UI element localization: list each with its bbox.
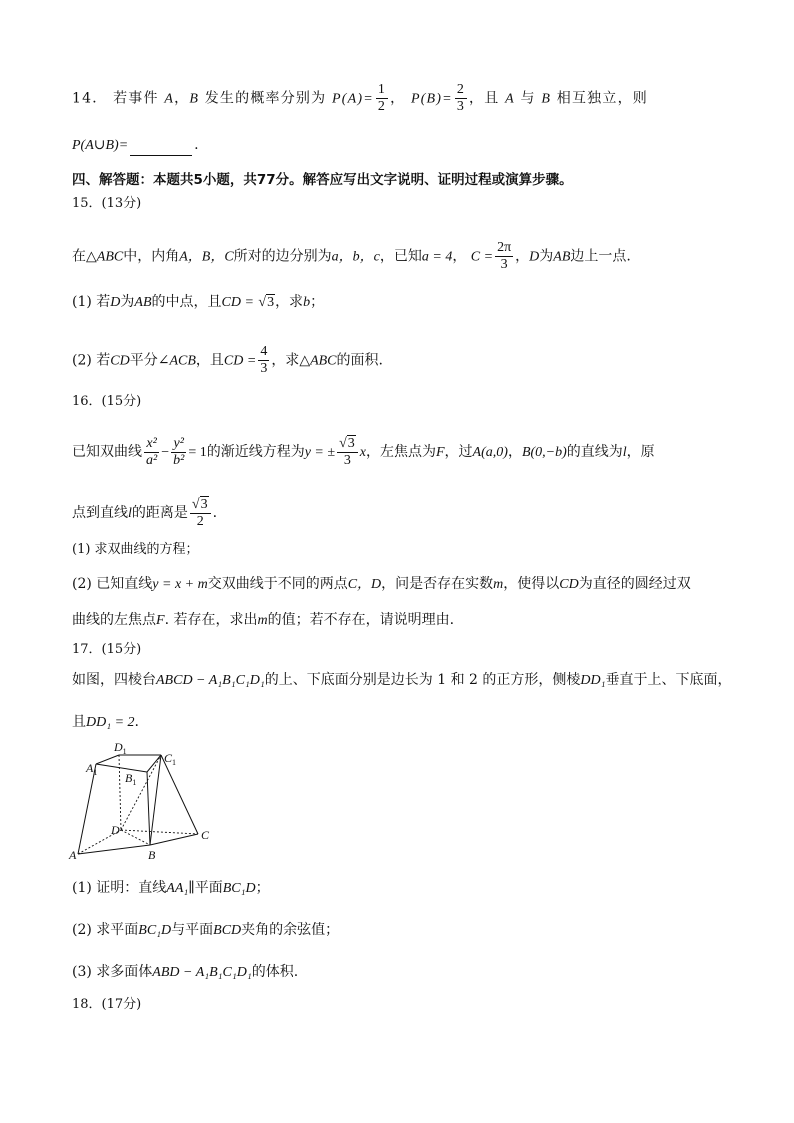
section-heading: 四、解答题：本题共5小题，共77分。解答应写出文字说明、证明过程或演算步骤。 [72, 172, 573, 188]
q17-p1-aa1: AA₁ [166, 881, 189, 896]
edge-b1-a1 [96, 764, 147, 772]
q14-text: 相互独立，则 [556, 90, 648, 107]
q15-p1-text: ； [310, 294, 325, 310]
q16-text: ， [507, 444, 522, 460]
q15-p1-text: 为 [120, 294, 135, 310]
q17-part3 [72, 962, 298, 983]
q16-p3-text: . 若存在，求出 [164, 612, 258, 628]
q15-c-fraction [495, 240, 513, 273]
q14-sym-a: A [505, 91, 515, 107]
q15-p2-num: 4 [260, 344, 268, 359]
q14-pa-num: 1 [377, 82, 387, 97]
q15-text: ，已知 [379, 248, 422, 265]
q17-p1-parallel: ∥ [188, 881, 195, 896]
q15-p2-text: ，求 [271, 352, 300, 369]
label-c1: $C_1$ [164, 751, 177, 767]
q17-text: . [134, 714, 139, 730]
q16-f: F [435, 445, 445, 460]
q16-d-fraction: $\frac{√3}{2}$ [190, 496, 211, 530]
q16-text: 的直线为 [566, 444, 623, 460]
q14-text: 若事件 [113, 90, 159, 107]
q16-p3-text: 曲线的左焦点 [72, 612, 156, 628]
q16-asym-den: 3 [343, 453, 351, 468]
q17-text: 垂直于上、下底面， [605, 672, 732, 688]
q17-solid: ABCD − A₁B₁C₁D₁ [156, 673, 265, 688]
q16-header: 16．(15分) [72, 394, 142, 409]
q16-p2-cd2: CD [559, 577, 579, 592]
q15-p1-d: D [110, 295, 121, 310]
q17-p3-solid: ABD − A₁B₁C₁D₁ [152, 965, 252, 980]
label-a1: $A_1$ [86, 761, 98, 777]
q15-part2 [72, 344, 383, 377]
q17-header: 17．(15分) [72, 642, 142, 657]
q16-point-a: A(a,0) [472, 445, 508, 460]
q16-asym-num: 3 [347, 436, 355, 451]
q15-p2-tri: △ABC [299, 353, 337, 369]
q15-part1: (1) 若D为AB的中点，且CD = √3，求b； [72, 294, 325, 310]
q15-p2-cd: CD [110, 353, 130, 369]
q17-text: 且 [72, 714, 86, 730]
q17-p1-text: (1) 证明：直线 [72, 880, 167, 896]
q15-sides: a，b，c [331, 249, 380, 265]
q14-number: 14． [72, 90, 108, 107]
q16-l2-l: l [128, 506, 132, 521]
label-d1: $D_1$ [114, 742, 127, 756]
q15-angles: A，B，C [179, 249, 234, 265]
edge-a1-d1 [96, 755, 119, 764]
q16-text: ，左焦点为 [365, 444, 436, 460]
q15-intro: 在△ABC中，内角A，B，C所对的边分别为a，b，c，已知a = 4， C = $\frac{2\pi}{3}$ ，D为AB边上一点. [72, 240, 631, 272]
q14-text: 发生的概率分别为 [204, 90, 327, 107]
q15-text: 所对的边分别为 [233, 248, 332, 265]
q16-p2-cd: C，D [347, 577, 382, 592]
q17-p2-plane2: BCD [213, 923, 242, 938]
edge-b-c [150, 834, 198, 845]
q16-p3-f: F [156, 613, 165, 628]
q17-text: 的上、下底面分别是边长为 1 和 2 的正方形，侧棱 [264, 672, 581, 688]
edge-b-b1 [147, 772, 150, 845]
label-a: A [69, 848, 77, 862]
q15-c-num: 2π [497, 240, 512, 255]
q16-asym: y = ± [304, 445, 336, 460]
q17-p3-text: 的体积. [251, 964, 299, 980]
q16-p3-m: m [257, 613, 268, 628]
q15-text: 中，内角 [123, 248, 180, 265]
q15-p1-text: 的中点，且 [151, 294, 222, 310]
q15-text: 边上一点. [570, 248, 631, 265]
q17-line1 [72, 670, 732, 691]
q16-part2 [72, 574, 691, 595]
q14-pa-label: P(A)= [332, 91, 374, 107]
q14-union-label: P(A∪B)= [72, 138, 129, 153]
q15-p2-cd2: CD = [223, 353, 257, 369]
q14-line2 [72, 135, 199, 156]
q15-ab: AB [553, 249, 571, 265]
q15-c-den: 3 [500, 257, 508, 272]
edge-a-b [78, 845, 150, 854]
q16-eq1: = 1 [188, 445, 207, 460]
q15-p2-text: ，且 [195, 352, 224, 369]
q16-text: ，原 [626, 444, 655, 460]
q17-p1-plane: BC₁D [222, 881, 256, 896]
q16-p2-text: ，使得以 [503, 576, 560, 592]
q16-p2-text: 交双曲线于不同的两点 [207, 576, 348, 592]
q16-asym-x: x [359, 445, 366, 460]
q15-d: D [529, 249, 540, 265]
q16-text: 的距离是 [131, 505, 188, 521]
label-c: C [201, 828, 210, 842]
q15-p2-text: 平分 [129, 352, 158, 369]
q15-p1-sqrt: 3 [267, 295, 275, 310]
q15-p2-text: (2) 若 [72, 352, 111, 369]
q14-sym-b: B [541, 91, 552, 107]
q15-a-eq: a = 4 [421, 249, 453, 265]
q14-end: . [194, 137, 199, 153]
q17-p2-text: 夹角的余弦值； [241, 922, 340, 938]
q16-x-fraction [144, 436, 159, 469]
q17-p2-text: 与平面 [171, 922, 214, 938]
q15-p1-text: (1) 若 [72, 294, 111, 310]
q16-p2-text: ，问是否存在实数 [381, 576, 494, 592]
q17-line2 [72, 712, 139, 733]
q14-pb-den: 3 [456, 99, 466, 114]
q17-p3-text: (3) 求多面体 [72, 964, 153, 980]
frustum-figure [68, 742, 218, 864]
q14-text: ，且 [469, 90, 500, 107]
q17-dd1: DD₁ [580, 673, 606, 688]
q14-answer-blank[interactable] [130, 141, 192, 156]
q16-p2-m: m [493, 577, 504, 592]
q14-text: 与 [520, 90, 536, 107]
q17-p2-plane1: BC₁D [138, 923, 172, 938]
q15-p1-cd: CD = [221, 295, 254, 310]
q15-c-eq: C = [470, 249, 494, 265]
q16-text: 已知双曲线 [72, 444, 142, 460]
q17-p1-text: ； [255, 880, 270, 896]
q16-p3-text: 的值；若不存在，请说明理由. [267, 612, 455, 628]
q15-text: 在 [72, 248, 86, 265]
hidden-edge-d-c [121, 830, 198, 834]
q16-y-fraction [171, 436, 186, 469]
q14-pb-fraction [455, 82, 467, 115]
hidden-edge-d1-d [119, 755, 121, 830]
q14-sym-a: A [164, 91, 175, 107]
q16-text: 的渐近线方程为 [206, 444, 305, 460]
q16-l: l [622, 445, 627, 460]
q15-p1-b: b [303, 295, 311, 310]
q17-text: 如图，四棱台 [72, 672, 156, 688]
hidden-edge-d-c1 [121, 755, 161, 830]
q16-y2: y² [171, 436, 186, 453]
q16-point-b: B(0,−b) [521, 445, 567, 460]
q18-header: 18．(17分) [72, 997, 142, 1012]
q15-p2-angle: ∠ACB [157, 353, 196, 369]
q16-p2-line: y = x + m [152, 577, 208, 592]
label-b: B [148, 848, 156, 862]
q16-part2-cont [72, 610, 454, 631]
q16-text: ，过 [444, 444, 473, 460]
q15-text: 为 [539, 248, 554, 265]
edge-b-c1 [150, 755, 161, 845]
q17-part1 [72, 878, 270, 899]
q15-triangle: △ABC [86, 249, 124, 265]
q16-minus: − [161, 445, 170, 460]
q16-asym-fraction: $\frac{√3}{3}$ [337, 435, 358, 469]
q14-line1: 14． 若事件 A，B 发生的概率分别为 P(A)= $\frac{1}{2}$ ， P(B)= $\frac{2}{3}$ ，且 A 与 B 相互独立，则 [72, 82, 648, 114]
q15-header: 15．(13分) [72, 196, 142, 211]
q14-pb-label: P(B)= [410, 91, 453, 107]
q16-x2: x² [144, 436, 159, 453]
q15-p1-ab: AB [134, 295, 152, 310]
q14-pa-den: 2 [377, 99, 387, 114]
q16-text: 点到直线 [72, 505, 128, 521]
label-d: D [111, 823, 120, 837]
label-b1: $B_1$ [125, 771, 137, 787]
q17-p1-text: 平面 [194, 880, 223, 896]
q17-part2 [72, 920, 339, 941]
q16-b2: b² [173, 452, 185, 468]
q16-d-den: 2 [196, 514, 204, 529]
edge-a-a1 [78, 764, 96, 854]
q15-p2-fraction [258, 344, 269, 377]
q16-a2: a² [146, 452, 158, 468]
q16-line1 [72, 435, 655, 469]
q16-d-num: 3 [200, 497, 208, 512]
q16-line2 [72, 496, 217, 530]
q16-text: . [212, 505, 218, 521]
q14-pa-fraction [376, 82, 388, 115]
q16-p2-text: 为直径的圆经过双 [578, 576, 691, 592]
q16-p2-text: (2) 已知直线 [72, 576, 153, 592]
q14-pb-num: 2 [456, 82, 466, 97]
hidden-edge-d-b [121, 830, 150, 845]
q15-p1-text: ，求 [275, 294, 304, 310]
q17-dd1-eq: DD₁ = 2 [86, 715, 135, 730]
q15-p2-den: 3 [260, 361, 268, 376]
q17-p2-text: (2) 求平面 [72, 922, 139, 938]
q15-text: ， [515, 248, 530, 265]
q16-part1: (1) 求双曲线的方程； [72, 542, 199, 557]
q14-sym-b: B [189, 91, 200, 107]
edge-c-c1 [161, 755, 198, 834]
q15-p2-text: 的面积. [336, 352, 383, 369]
